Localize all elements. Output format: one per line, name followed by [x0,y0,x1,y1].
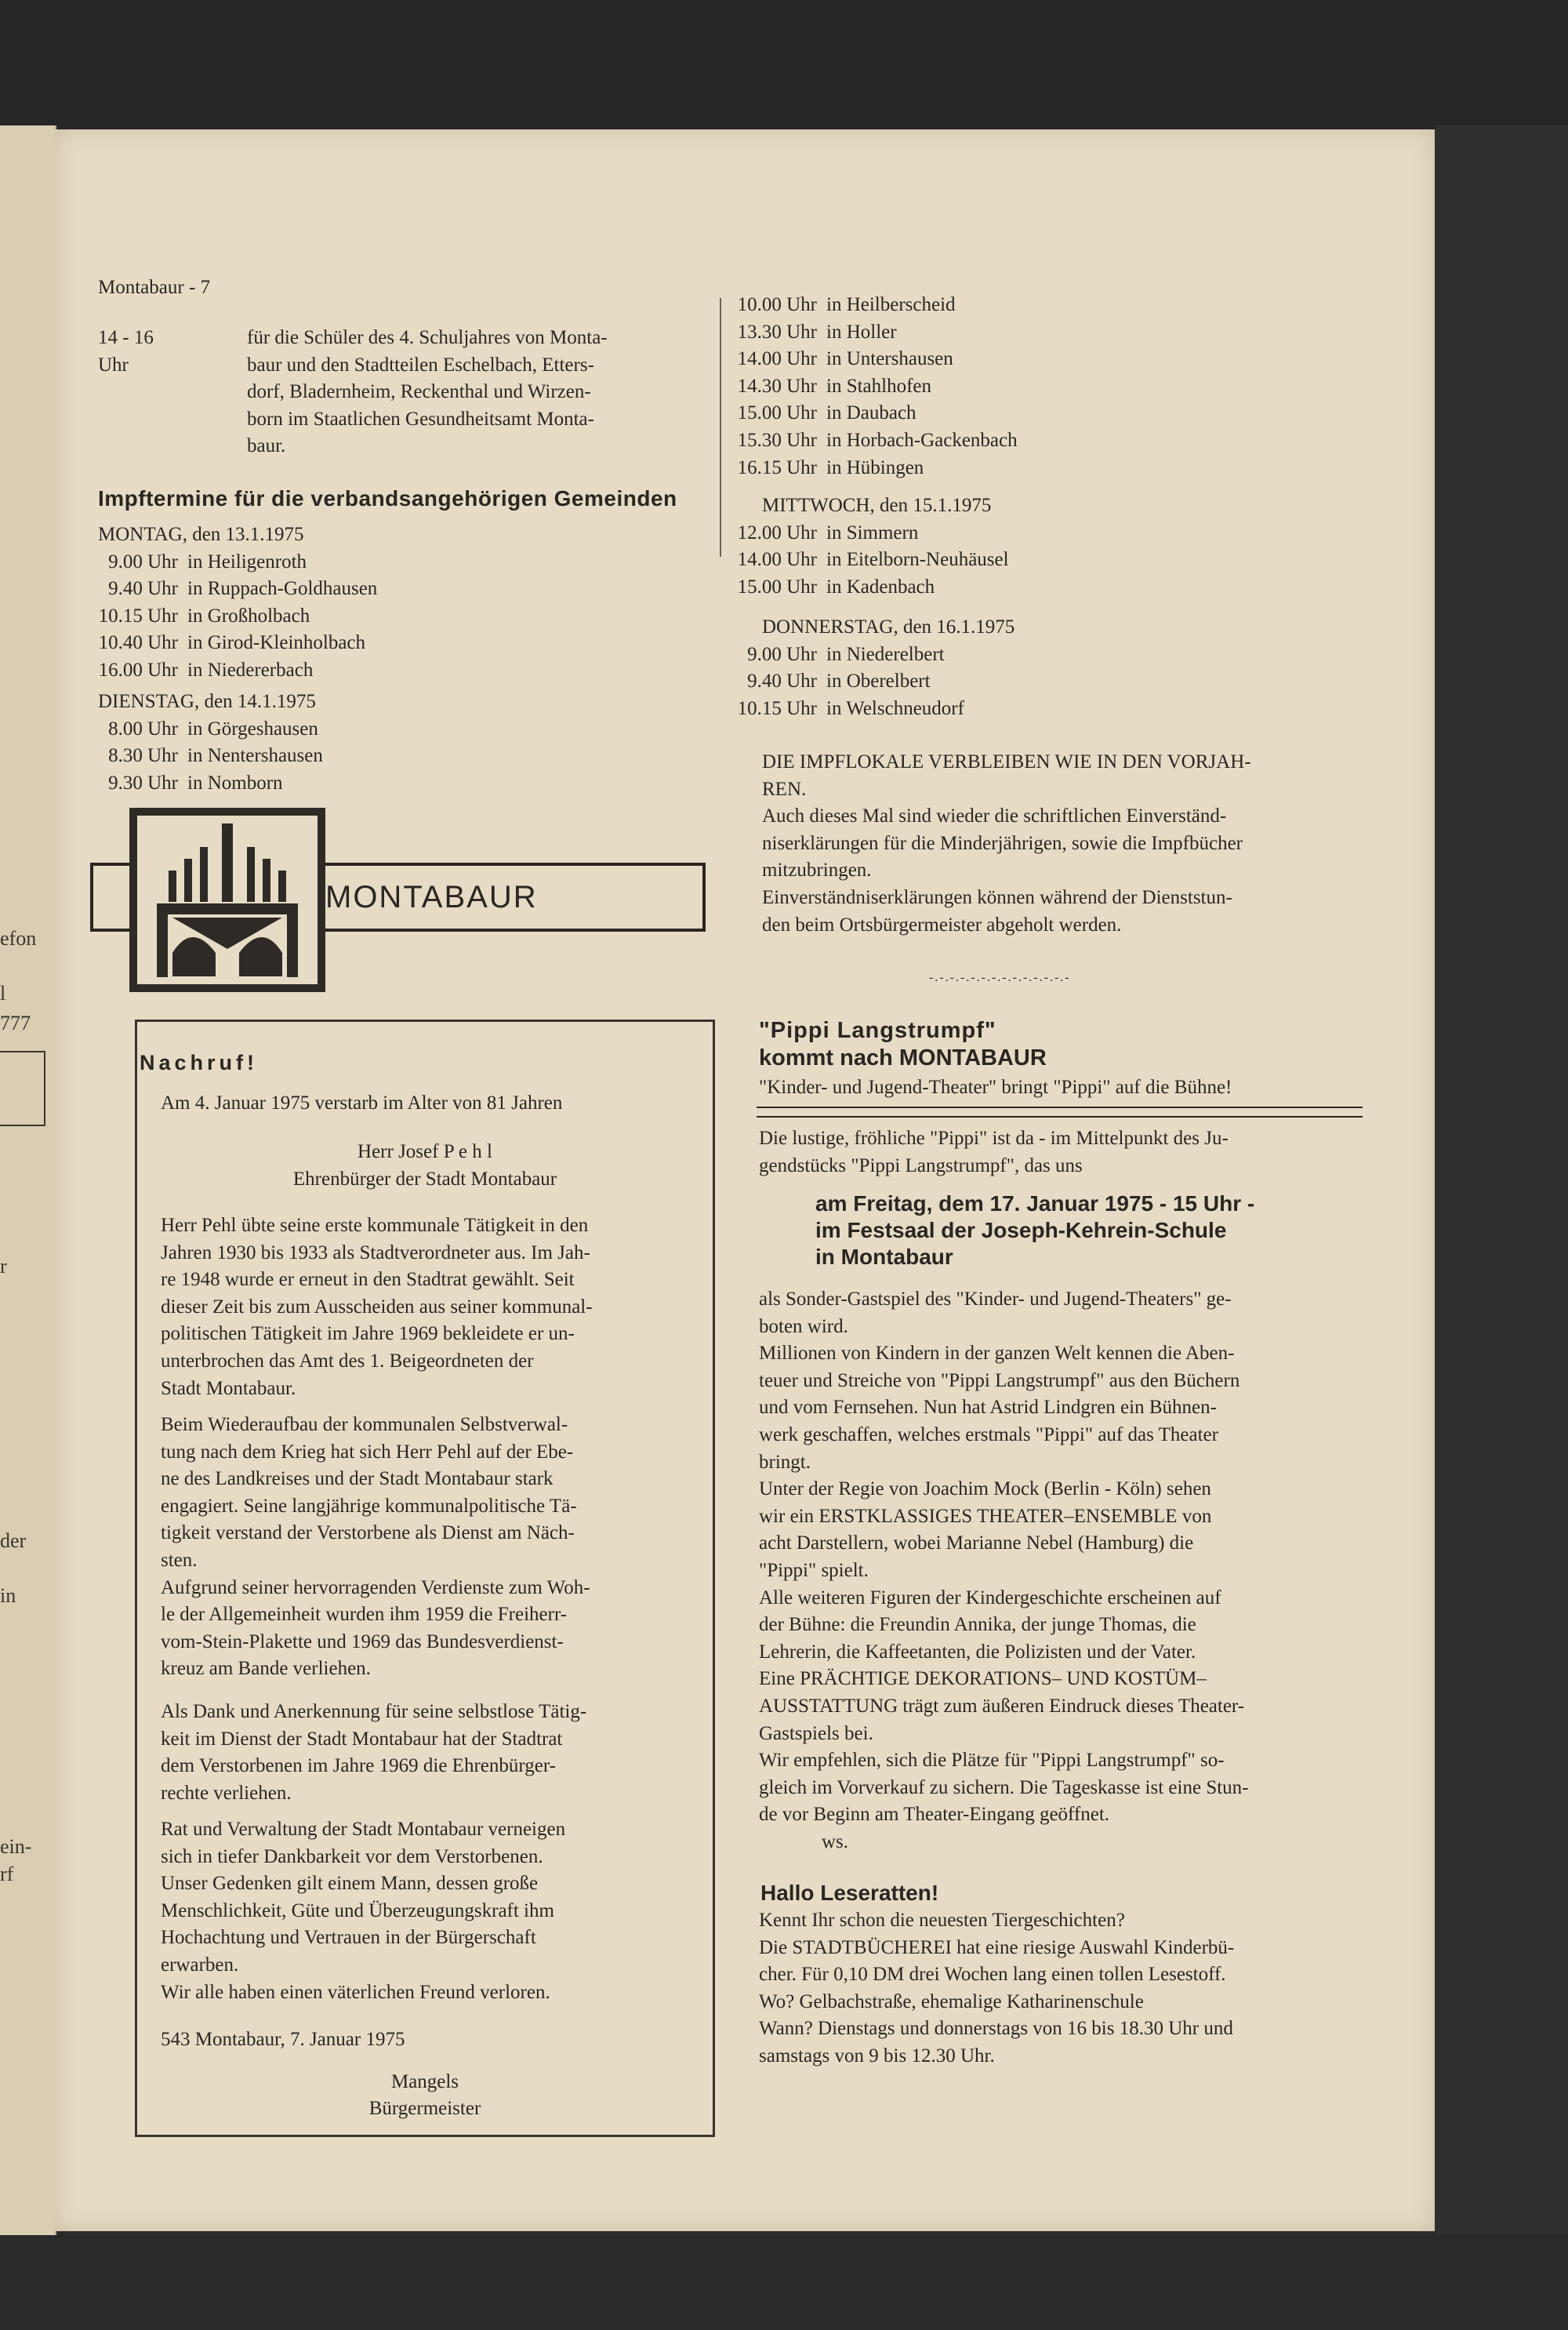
vaccination-notice: DIE IMPFLOKALE VERBLEIBEN WIE IN DEN VORJAH- REN. Auch dieses Mal sind wieder die schriftlichen Einverständ- niserklärungen für die Minderjährigen, sowie die Impfbücher mitzubringen. Einverständniserklärungen können während der Dienststun- den beim Ortsbürgermeister abgeholt werden. [762,751,1251,936]
schedule-row: 14.00 Uhr in Eitelborn-Neuhäusel [737,549,1009,571]
margin-fragment: r [0,1255,7,1278]
schedule-row: 15.30 Uhr in Horbach-Gackenbach [737,429,1018,451]
schedule-dienstag [98,682,323,797]
obituary-paragraph-2: Beim Wiederaufbau der kommunalen Selbstverwal- tung nach dem Krieg hat sich Herr Pehl auf der Ebe- ne des Landkreises und der Stadt Montabaur stark engagiert. Seine langjährige kommunalpolitische Tä- tigkeit verstand der Verstorbene als Dienst am Näch- sten. Aufgrund seiner hervorragenden Verdienste zum Woh- le der Allgemeinheit wurden ihm 1959 die Freiherr- vom-Stein-Plakette und 1969 das Bundesverdienst- kreuz am Bande verliehen. [161,1414,590,1680]
castle-emblem-icon [137,816,318,984]
schedule-dienstag-continued [737,292,1018,482]
schedule-row: 15.00 Uhr in Daubach [737,402,916,424]
scan-background-right [1435,125,1568,2330]
margin-fragment: efon [0,927,37,950]
schedule-row: 14.00 Uhr in Untershausen [737,348,953,370]
section-separator: -.-.-.-.-.-.-.-.-.-.-.-.-.- [929,971,1071,984]
obituary-opening: Am 4. Januar 1975 verstarb im Alter von 81 Jahren [161,1092,563,1114]
margin-fragment: ein- [0,1835,32,1858]
scan-background-top [0,0,1568,133]
pippi-highlight: am Freitag, dem 17. Januar 1975 - 15 Uhr - im Festsaal der Joseph-Kehrein-Schule in Montabaur [815,1191,1255,1269]
day-heading: DIENSTAG, den 14.1.1975 [98,691,316,712]
schedule-row: 9.40 Uhr in Oberelbert [747,671,931,692]
margin-box [0,1051,45,1126]
day-heading: MITTWOCH, den 15.1.1975 [762,495,992,516]
obituary-honor: Ehrenbürger der Stadt Montabaur [292,1169,557,1190]
obituary-paragraph-4: Rat und Verwaltung der Stadt Montabaur verneigen sich in tiefer Dankbarkeit vor dem Verstorbenen. Unser Gedenken gilt einem Mann, dessen große Menschlichkeit, Güte und Überzeugungskraft ihm Hochachtung und Vertrauen in der Bürgerschaft erwarben. Wir alle haben einen väterlichen Freund verloren. [161,1819,566,2003]
pippi-sign: ws. [822,1830,849,1852]
leseratten-text: Kennt Ihr schon die neuesten Tiergeschichten? Die STADTBÜCHEREI hat eine riesige Auswahl Kinderbü- cher. Für 0,10 DM drei Wochen lang einen tollen Lesestoff. Wo? Gelbachstraße, ehemalige Katharinenschule Wann? Dienstags und donnerstags von 16 bis 18.30 Uhr und samstags von 9 bis 12.30 Uhr. [759,1910,1235,2066]
obituary-paragraph-3: Als Dank und Anerkennung für seine selbstlose Tätig- keit im Dienst der Stadt Montabaur hat der Stadtrat dem Verstorbenen im Jahre 1969 die Ehrenbürger- rechte verliehen. [161,1701,587,1804]
schedule-row: 9.40 Uhr in Ruppach-Goldhausen [108,578,378,600]
schedule-row: 9.00 Uhr in Niederelbert [747,643,945,665]
obituary-place-date: 543 Montabaur, 7. Januar 1975 [161,2029,405,2050]
schedule-heading: Impftermine für die verbandsangehörigen Gemeinden [98,486,677,511]
pippi-title-2: kommt nach MONTABAUR [759,1045,1047,1070]
obituary-paragraph-1: Herr Pehl übte seine erste kommunale Tätigkeit in den Jahren 1930 bis 1933 als Stadtverordneter aus. Im Jah- re 1948 wurde er erneut in den Stadtrat gewählt. Seit dieser Zeit bis zum Ausscheiden aus seiner kommunal- politischen Tätigkeit im Jahre 1969 bekleidete er un- unterbrochen das Amt des 1. Beigeordneten der Stadt Montabaur. [161,1215,593,1399]
schedule-row: 12.00 Uhr in Simmern [737,522,919,543]
schedule-row: 10.00 Uhr in Heilberscheid [737,294,956,315]
scan-background-bottom [0,2235,1568,2330]
montabaur-logo [90,808,710,996]
schedule-row: 15.00 Uhr in Kadenbach [737,576,935,598]
logo-emblem [129,808,325,992]
intro-text: für die Schüler des 4. Schuljahres von Monta- baur und den Stadtteilen Eschelbach, Etters- dorf, Bladernheim, Reckenthal und Wirzen- born im Staatlichen Gesundheitsamt Monta- baur. [247,327,608,457]
page-label: Montabaur - 7 [98,277,211,298]
schedule-row: 13.30 Uhr in Holler [737,321,897,343]
obituary-signer: Mangels [390,2071,459,2092]
schedule-row: 9.00 Uhr in Heiligenroth [108,551,307,573]
schedule-donnerstag [737,608,1015,722]
schedule-row: 10.40 Uhr in Girod-Kleinholbach [98,632,366,654]
margin-fragment: der [0,1529,27,1552]
schedule-row: 16.00 Uhr in Niedererbach [98,659,314,681]
schedule-row: 10.15 Uhr in Welschneudorf [737,697,964,719]
margin-fragment: in [0,1584,16,1607]
schedule-row: 9.30 Uhr in Nomborn [108,772,283,794]
pippi-body: als Sonder-Gastspiel des "Kinder- und Jugend-Theaters" ge- boten wird. Millionen von Kindern in der ganzen Welt kennen die Aben- teuer und Streiche von "Pippi Langstrumpf" aus den Büchern und vom Fernsehen. Nun hat Astrid Lindgren ein Bühnen- werk geschaffen, welches erstmals "Pippi" auf das Theater bringt. Unter der Regie von Joachim Mock (Berlin - Köln) sehen wir ein ERSTKLASSIGES THEATER–ENSEMBLE von acht Darstellern, wobei Marianne Nebel (Hamburg) die "Pippi" spielt. Alle weiteren Figuren der Kindergeschichte erscheinen auf der Bühne: die Freundin Annika, der junge Thomas, die Lehrerin, die Kaffeetanten, die Polizisten und der Vater. Eine PRÄCHTIGE DEKORATIONS– UND KOSTÜM– AUSSTATTUNG trägt zum äußeren Eindruck dieses Theater- Gastspiels bei. Wir empfehlen, sich die Plätze für "Pippi Langstrumpf" so- gleich im Vorverkauf zu sichern. Die Tageskasse ist eine Stun- de vor Beginn am Theater-Eingang geöffnet. ws. [759,1286,1363,1856]
pippi-subtitle: "Kinder- und Jugend-Theater" bringt "Pippi" auf die Bühne! [759,1077,1232,1098]
pippi-intro: Die lustige, fröhliche "Pippi" ist da - im Mittelpunkt des Ju- gendstücks "Pippi Langstrumpf", das uns [759,1128,1229,1176]
obituary-name: Herr Josef P e h l [358,1141,492,1162]
margin-fragment: 777 [0,1012,31,1034]
schedule-row: 16.15 Uhr in Hübingen [737,456,924,478]
obituary-signer-title: Bürgermeister [368,2098,481,2119]
day-heading: MONTAG, den 13.1.1975 [98,524,304,545]
leseratten-title: Hallo Leseratten! [760,1881,939,1905]
obituary-title: Nachruf! [140,1051,259,1074]
margin-fragment: l [0,982,6,1005]
margin-fragment: rf [0,1863,14,1885]
schedule-row: 10.15 Uhr in Großholbach [98,605,310,627]
adjacent-page-strip [0,125,56,2243]
logo-text: MONTABAUR [325,880,538,914]
pippi-title: "Pippi Langstrumpf" [759,1018,996,1043]
schedule-row: 8.30 Uhr in Nentershausen [108,745,323,767]
schedule-mittwoch [737,486,1009,601]
schedule-row: 8.00 Uhr in Görgeshausen [108,718,318,740]
intro-time: 14 - 16 Uhr [98,327,154,376]
day-heading: DONNERSTAG, den 16.1.1975 [762,616,1015,638]
double-rule [757,1107,1363,1118]
column-divider [720,298,721,557]
schedule-row: 14.30 Uhr in Stahlhofen [737,375,932,397]
schedule-montag [98,515,377,685]
